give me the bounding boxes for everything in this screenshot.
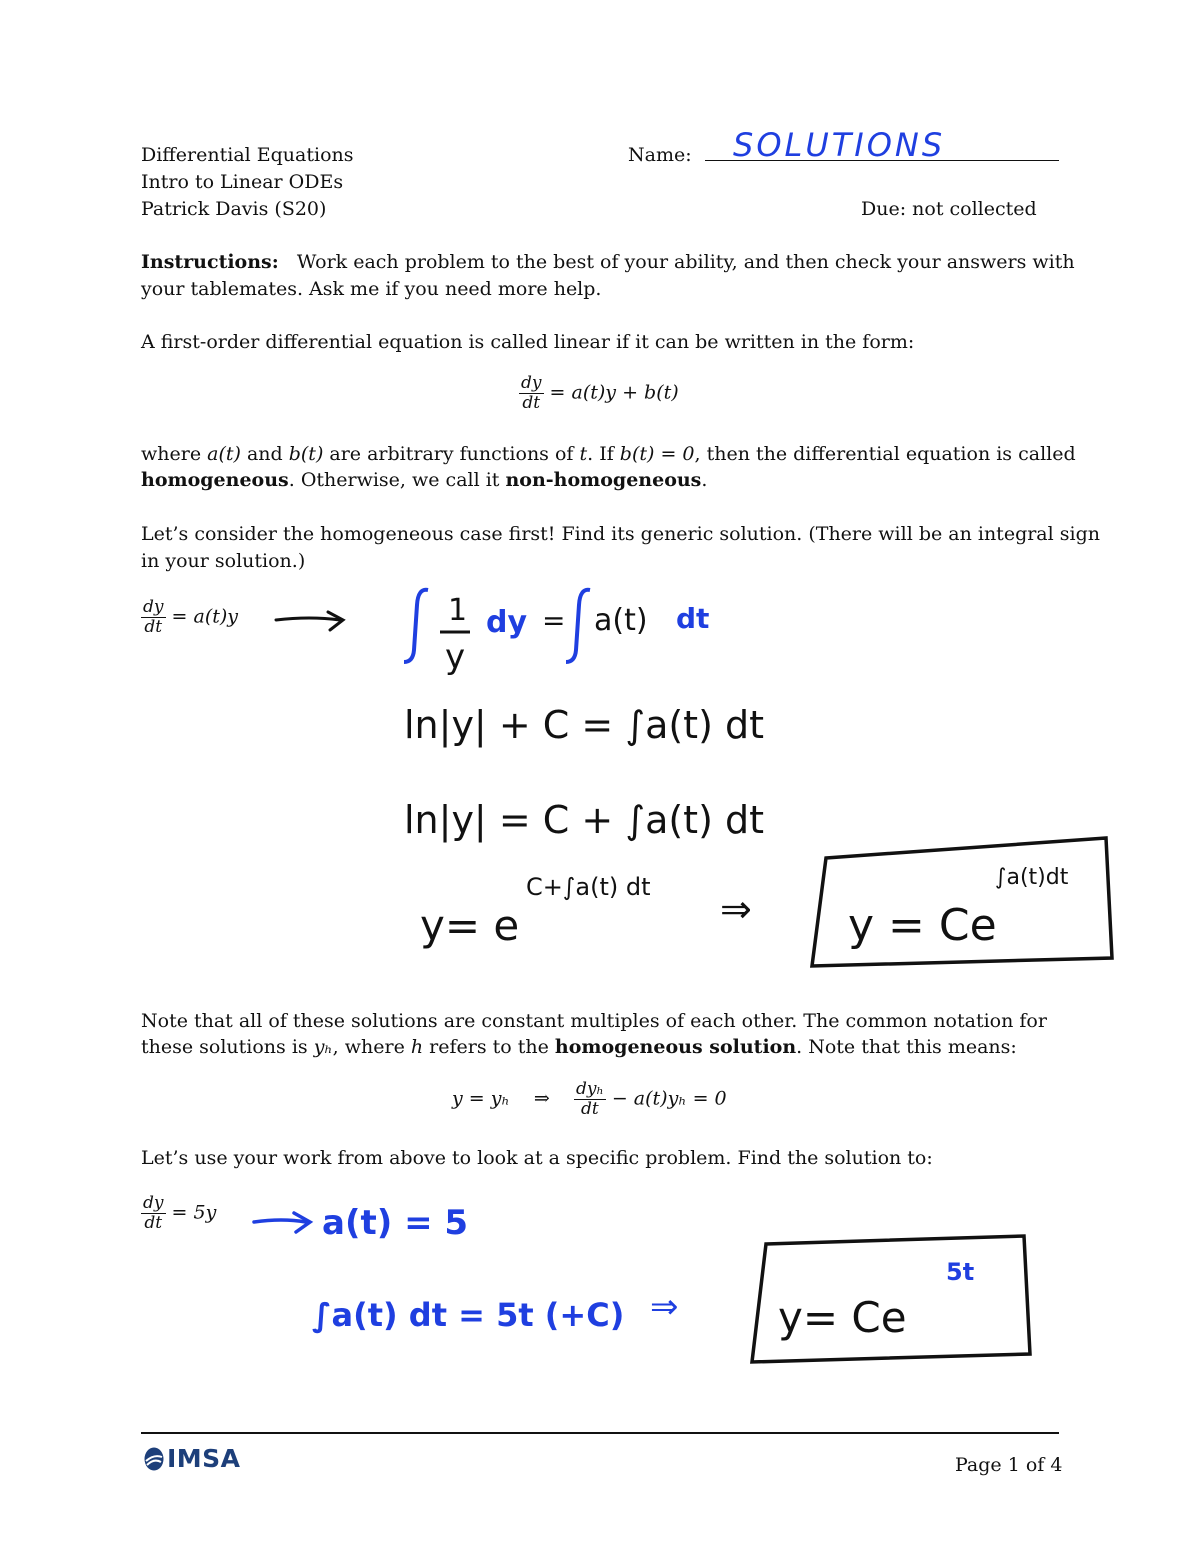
arrow-icon xyxy=(254,1213,310,1232)
intro-where-line-1: where a(t) and b(t) are arbitrary functions of t. If b(t) = 0, then the differential equation is called xyxy=(141,443,1076,465)
specific-equation: $\frac{dy}{dt}$ = 5y xyxy=(143,1193,217,1233)
work-step-1 xyxy=(404,590,709,677)
svg-text:=: = xyxy=(542,604,566,637)
instructions-line-2: your tablemates. Ask me if you need more help. xyxy=(141,278,602,300)
step1-dt: dt xyxy=(676,602,710,635)
intro-where-line-2: homogeneous. Otherwise, we call it non-homogeneous. xyxy=(141,469,708,491)
boxed-result-text: y = Ce xyxy=(848,900,997,951)
specific-line-1: Let’s use your work from above to look at a specific problem. Find the solution to: xyxy=(141,1147,933,1169)
course-title: Differential Equations xyxy=(141,144,354,166)
fraction-numerator: dy xyxy=(521,373,542,393)
homogeneous-equation: $\frac{dy}{dt}$ = a(t)y xyxy=(143,597,239,637)
specific-boxed-result xyxy=(752,1236,1030,1362)
name-value: SOLUTIONS xyxy=(733,126,946,164)
step1-numerator: 1 xyxy=(448,593,468,628)
note-line-2: these solutions is yₕ, where h refers to the homogeneous solution. Note that this means: xyxy=(141,1036,1017,1058)
instructions-text-1: Work each problem to the best of your ability, and then check your answers with xyxy=(296,251,1075,273)
work-step-2: ln|y| + C = ∫a(t) dt xyxy=(404,703,764,747)
step1-denominator: y xyxy=(445,637,466,677)
name-label: Name: xyxy=(628,144,692,166)
boxed-result-exponent: ∫a(t)dt xyxy=(995,865,1069,890)
imsa-logo xyxy=(143,1444,241,1473)
a-of-t-value: a(t) = 5 xyxy=(322,1203,469,1243)
work-step-3: ln|y| = C + ∫a(t) dt xyxy=(404,798,764,842)
imsa-logo-icon xyxy=(143,1446,165,1472)
due-label: Due: xyxy=(861,198,907,220)
implies-arrow-icon: ⇒ xyxy=(650,1287,679,1327)
note-equation: y = yₕ ⇒ $\frac{\text{dyₕ}}{dt}$ − a(t)yₕ = 0 xyxy=(452,1079,727,1119)
specific-boxed-text: y= Ce xyxy=(778,1293,907,1342)
instructions-label: Instructions: xyxy=(141,251,279,273)
fraction-denominator: dt xyxy=(522,393,541,413)
page-number: Page 1 of 4 xyxy=(955,1454,1063,1476)
homogeneous-line-1: Let’s consider the homogeneous case first! Find its generic solution. (There will be an integral sign xyxy=(141,523,1100,545)
topic-title: Intro to Linear ODEs xyxy=(141,171,344,193)
instructor: Patrick Davis (S20) xyxy=(141,198,327,220)
work-step-4-exponent: C+∫a(t) dt xyxy=(526,873,651,901)
boxed-result xyxy=(812,838,1112,966)
step1-a-of-t: a(t) xyxy=(594,603,648,638)
equation-rhs: = a(t)y + b(t) xyxy=(549,381,679,404)
intro-line-1: A first-order differential equation is called linear if it can be written in the form: xyxy=(141,331,915,353)
due-value: not collected xyxy=(912,198,1037,220)
footer-rule xyxy=(141,1432,1059,1434)
implies-arrow-icon: ⇒ xyxy=(720,887,752,931)
arrow-icon xyxy=(276,612,343,630)
imsa-logo-text: IMSA xyxy=(167,1444,241,1473)
step1-dy: dy xyxy=(486,605,528,640)
specific-integral: ∫a(t) dt = 5t (+C) xyxy=(312,1296,625,1334)
specific-boxed-exponent: 5t xyxy=(946,1258,975,1286)
homogeneous-line-2: in your solution.) xyxy=(141,550,306,572)
note-line-1: Note that all of these solutions are constant multiples of each other. The common notation for xyxy=(141,1010,1047,1032)
work-step-4: y= e xyxy=(420,901,520,950)
